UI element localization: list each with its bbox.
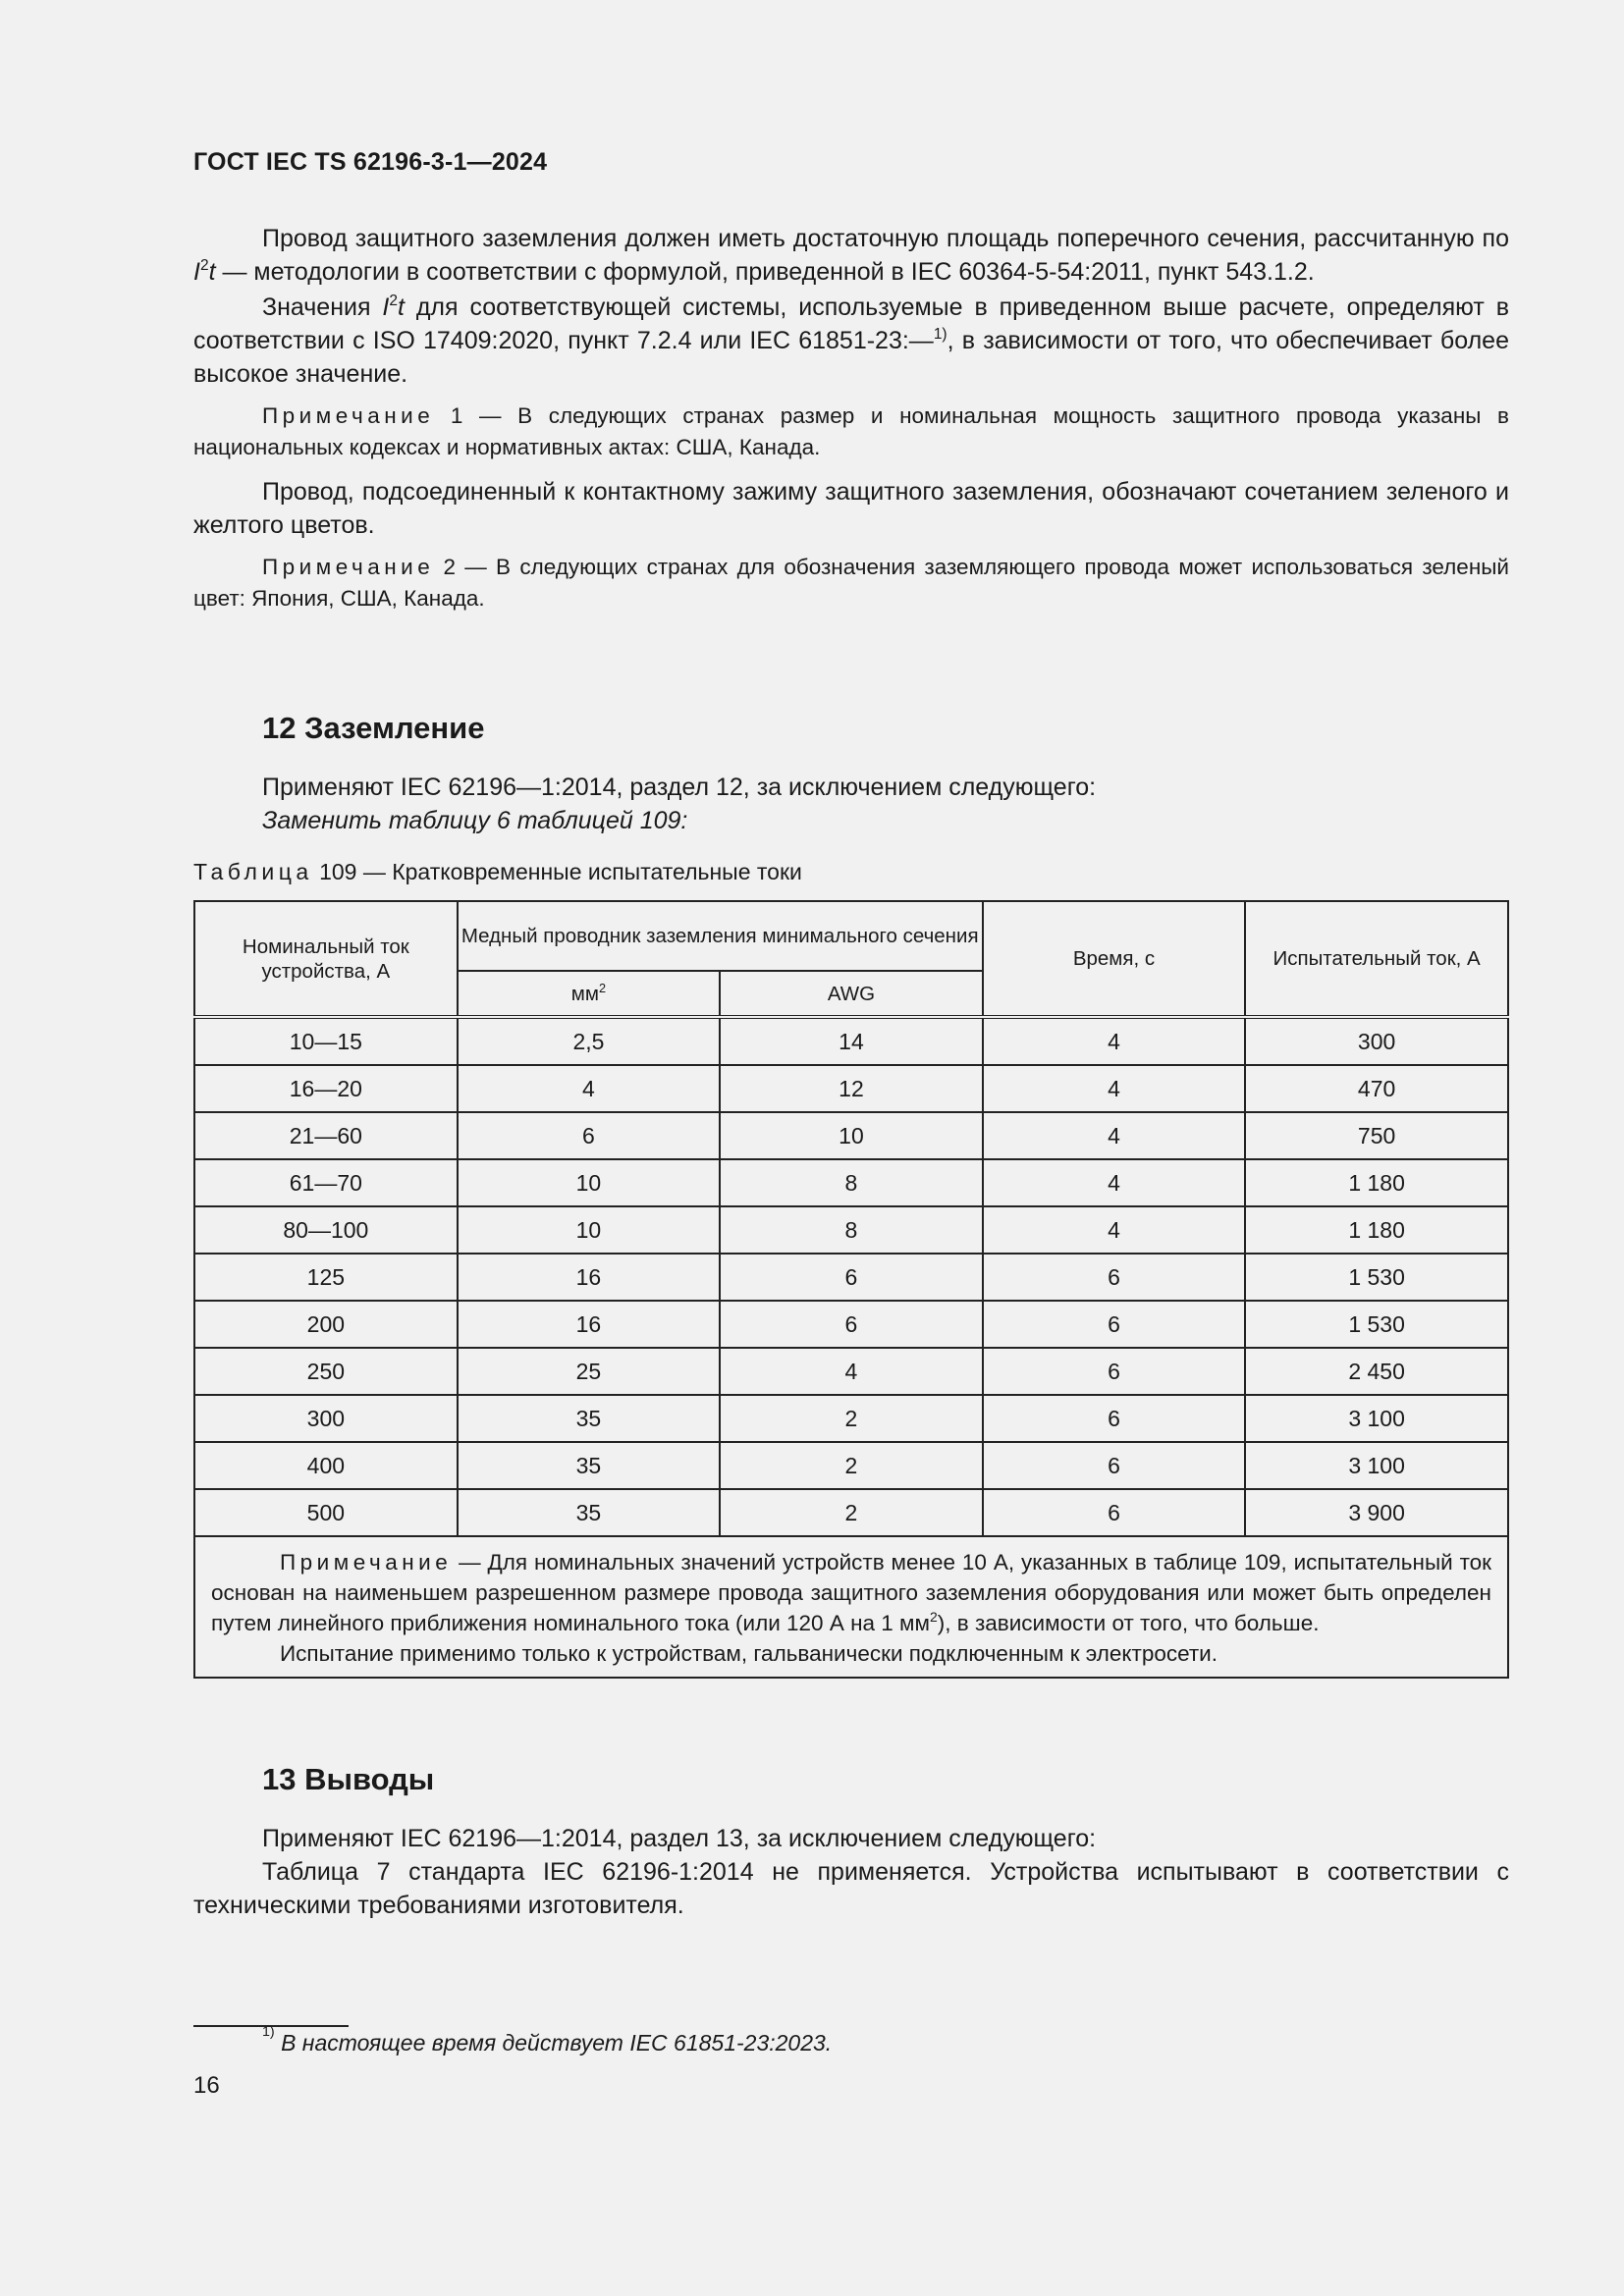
header-test-current: Испытательный ток, А <box>1245 901 1508 1017</box>
table-cell: 35 <box>458 1395 721 1442</box>
table-cell: 6 <box>983 1442 1246 1489</box>
section-12-title: 12 Заземление <box>262 711 485 745</box>
table-cell: 2 <box>720 1442 983 1489</box>
table-cell: 21—60 <box>194 1112 458 1159</box>
table-cell: 3 100 <box>1245 1395 1508 1442</box>
table-cell: 6 <box>983 1348 1246 1395</box>
table-cell: 4 <box>983 1065 1246 1112</box>
table-cell: 4 <box>720 1348 983 1395</box>
table-cell: 6 <box>720 1301 983 1348</box>
table-cell: 6 <box>983 1301 1246 1348</box>
table-row <box>194 1112 1508 1159</box>
note-2: Примечание 2 — В следующих странах для обозначения заземляющего провода может использоваться зеленый цвет: Япония, США, Канада. <box>193 555 1509 611</box>
table-cell: 6 <box>983 1395 1246 1442</box>
table-cell: 750 <box>1245 1112 1508 1159</box>
table-cell: 200 <box>194 1301 458 1348</box>
section-13-text-2: Таблица 7 стандарта IEC 62196-1:2014 не применяется. Устройства испытывают в соответствии с техническими требованиями изготовителя. <box>193 1858 1509 1919</box>
note-1: Примечание 1 — В следующих странах размер и номинальная мощность защитного провода указаны в национальных кодексах и нормативных актах: США, Канада. <box>193 403 1509 459</box>
table-cell: 4 <box>983 1017 1246 1065</box>
table-row <box>194 1395 1508 1442</box>
paragraph-color-marking: Провод, подсоединенный к контактному зажиму защитного заземления, обозначают сочетанием зеленого и желтого цветов. <box>193 478 1509 539</box>
table-cell: 125 <box>194 1254 458 1301</box>
table-cell: 2 <box>720 1489 983 1536</box>
table-cell: 3 100 <box>1245 1442 1508 1489</box>
table-cell: 4 <box>458 1065 721 1112</box>
table-cell: 400 <box>194 1442 458 1489</box>
table-note: Примечание — Для номинальных значений устройств менее 10 А, указанных в таблице 109, испытательный ток основан на наименьшем разрешенном размере провода защитного заземления оборудования или может быть определен путем линейного приближения номинального тока (или 120 А на 1 $мм^2$), в зависимости от того, что больше. Испытание применимо только к устройствам, гальванически подключенным к электросети. <box>194 1536 1508 1678</box>
table-cell: 6 <box>458 1112 721 1159</box>
intro-block <box>193 222 1509 614</box>
table-row <box>194 1348 1508 1395</box>
table-cell: 300 <box>194 1395 458 1442</box>
table-cell: 4 <box>983 1159 1246 1206</box>
table-cell: 10 <box>720 1112 983 1159</box>
footnote: $^{1)}$ В настоящее время действует IEC 61851-23:2023. <box>262 2024 833 2056</box>
table-cell: 500 <box>194 1489 458 1536</box>
table-cell: 4 <box>983 1112 1246 1159</box>
table-cell: 14 <box>720 1017 983 1065</box>
document-header: ГОСТ IEC TS 62196-3-1—2024 <box>193 148 548 176</box>
table-cell: 25 <box>458 1348 721 1395</box>
table-cell: 1 180 <box>1245 1206 1508 1254</box>
section-13-title: 13 Выводы <box>262 1762 435 1796</box>
table-cell: 1 180 <box>1245 1159 1508 1206</box>
table-cell: 4 <box>983 1206 1246 1254</box>
header-time: Время, с <box>983 901 1246 1017</box>
table-cell: 1 530 <box>1245 1254 1508 1301</box>
table-cell: 8 <box>720 1206 983 1254</box>
table-cell: 16—20 <box>194 1065 458 1112</box>
paragraph-conductor-section: Провод защитного заземления должен иметь достаточную площадь поперечного сечения, рассчитанную по $I^2t$ — методологии в соответствии с формулой, приведенной в IEC 60364-5-54:2011, пункт 543.1.2. <box>193 225 1509 286</box>
table-caption: Таблица 109 — Кратковременные испытательные токи <box>193 859 802 884</box>
table-cell: 2,5 <box>458 1017 721 1065</box>
table-cell: 6 <box>983 1254 1246 1301</box>
table-cell: 61—70 <box>194 1159 458 1206</box>
table-cell: 470 <box>1245 1065 1508 1112</box>
table-cell: 10—15 <box>194 1017 458 1065</box>
table-row <box>194 1301 1508 1348</box>
table-cell: 12 <box>720 1065 983 1112</box>
table-cell: 10 <box>458 1159 721 1206</box>
table-cell: 2 <box>720 1395 983 1442</box>
table-cell: 35 <box>458 1489 721 1536</box>
table-cell: 250 <box>194 1348 458 1395</box>
table-cell: 300 <box>1245 1017 1508 1065</box>
table-cell: 6 <box>720 1254 983 1301</box>
footnote-ref: 1) <box>933 326 947 343</box>
header-rated-current: Номинальный ток устройства, А <box>194 901 458 1017</box>
table-cell: 6 <box>983 1489 1246 1536</box>
table-cell: 35 <box>458 1442 721 1489</box>
header-awg: AWG <box>720 971 983 1017</box>
paragraph-i2t-values: Значения $I^2t$ для соответствующей системы, используемые в приведенном выше расчете, определяют в соответствии с ISO 17409:2020, пункт 7.2.4 или IEC 61851-23:—$^{1)}$, в зависимости от того, что обеспечивает более высокое значение. <box>193 293 1509 388</box>
table-cell: 16 <box>458 1301 721 1348</box>
header-mm2: $мм^2$ <box>458 971 721 1017</box>
table-row <box>194 1254 1508 1301</box>
section-13-block <box>193 1822 1509 1922</box>
table-row <box>194 1206 1508 1254</box>
table-cell: 1 530 <box>1245 1301 1508 1348</box>
section-12-instruction: Заменить таблицу 6 таблицей 109: <box>262 807 688 834</box>
table-109 <box>193 900 1509 1679</box>
table-row <box>194 1017 1508 1065</box>
table-cell: 16 <box>458 1254 721 1301</box>
section-13-text: Применяют IEC 62196—1:2014, раздел 13, за исключением следующего: <box>262 1825 1097 1852</box>
header-conductor: Медный проводник заземления минимального сечения <box>458 901 983 971</box>
table-row <box>194 1065 1508 1112</box>
table-cell: 3 900 <box>1245 1489 1508 1536</box>
table-row <box>194 1159 1508 1206</box>
table-cell: 80—100 <box>194 1206 458 1254</box>
table-cell: 10 <box>458 1206 721 1254</box>
table-cell: 8 <box>720 1159 983 1206</box>
table-row <box>194 1489 1508 1536</box>
table-row <box>194 1442 1508 1489</box>
table-cell: 2 450 <box>1245 1348 1508 1395</box>
section-12-text: Применяют IEC 62196—1:2014, раздел 12, за исключением следующего: <box>262 774 1097 801</box>
page-number: 16 <box>193 2072 220 2099</box>
